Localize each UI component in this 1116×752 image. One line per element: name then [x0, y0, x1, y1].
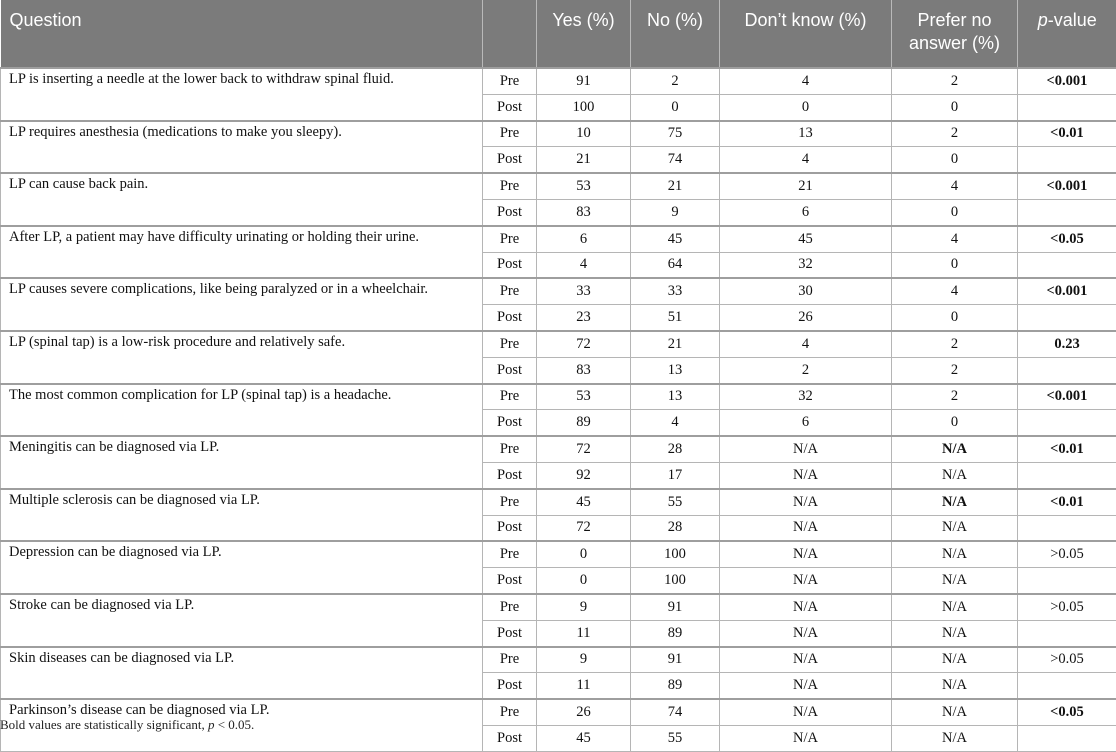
dont-know-cell: N/A [720, 568, 892, 594]
phase-cell: Post [483, 515, 537, 541]
phase-cell: Pre [483, 384, 537, 410]
yes-cell: 45 [537, 725, 631, 751]
phase-cell: Pre [483, 436, 537, 462]
no-cell: 91 [631, 647, 720, 673]
yes-cell: 83 [537, 199, 631, 225]
yes-cell: 53 [537, 384, 631, 410]
prefer-no-answer-cell: N/A [892, 647, 1018, 673]
no-cell: 74 [631, 699, 720, 725]
dont-know-cell: N/A [720, 436, 892, 462]
dont-know-cell: 32 [720, 252, 892, 278]
prefer-no-answer-cell: 0 [892, 410, 1018, 436]
p-value-cell: <0.001 [1018, 278, 1116, 304]
header-phase [483, 0, 537, 68]
phase-cell: Post [483, 620, 537, 646]
yes-cell: 26 [537, 699, 631, 725]
table-row-pre [1, 436, 1116, 462]
prefer-no-answer-cell: N/A [892, 699, 1018, 725]
phase-cell: Post [483, 199, 537, 225]
yes-cell: 89 [537, 410, 631, 436]
no-cell: 55 [631, 489, 720, 515]
p-value-cell [1018, 94, 1116, 120]
phase-cell: Pre [483, 541, 537, 567]
yes-cell: 9 [537, 647, 631, 673]
p-value-cell [1018, 620, 1116, 646]
dont-know-cell: N/A [720, 647, 892, 673]
table-row-pre [1, 384, 1116, 410]
yes-cell: 72 [537, 436, 631, 462]
prefer-no-answer-cell: N/A [892, 436, 1018, 462]
prefer-no-answer-cell: 2 [892, 68, 1018, 94]
dont-know-cell: 13 [720, 121, 892, 147]
prefer-no-answer-cell: N/A [892, 515, 1018, 541]
p-value-cell: <0.05 [1018, 699, 1116, 725]
yes-cell: 4 [537, 252, 631, 278]
phase-cell: Post [483, 147, 537, 173]
phase-cell: Pre [483, 699, 537, 725]
dont-know-cell: N/A [720, 594, 892, 620]
prefer-no-answer-cell: N/A [892, 673, 1018, 699]
header-p-value [1018, 0, 1116, 68]
question-cell: Stroke can be diagnosed via LP. [1, 594, 483, 647]
yes-cell: 100 [537, 94, 631, 120]
prefer-no-answer-cell: N/A [892, 489, 1018, 515]
dont-know-cell: 26 [720, 305, 892, 331]
phase-cell: Pre [483, 489, 537, 515]
prefer-no-answer-cell: 0 [892, 199, 1018, 225]
phase-cell: Pre [483, 173, 537, 199]
question-cell: Meningitis can be diagnosed via LP. [1, 436, 483, 489]
dont-know-cell: 21 [720, 173, 892, 199]
header-prefer-no-answer [892, 0, 1018, 68]
dont-know-cell: 4 [720, 147, 892, 173]
dont-know-cell: 4 [720, 68, 892, 94]
footnote-text: Bold values are statistically significant, [0, 717, 208, 732]
prefer-no-answer-cell: N/A [892, 594, 1018, 620]
p-value-cell [1018, 673, 1116, 699]
p-value-cell: <0.01 [1018, 436, 1116, 462]
header-p-rest: -value [1048, 10, 1097, 30]
yes-cell: 6 [537, 226, 631, 252]
p-value-cell: <0.05 [1018, 226, 1116, 252]
phase-cell: Post [483, 94, 537, 120]
phase-cell: Post [483, 568, 537, 594]
p-value-cell [1018, 462, 1116, 488]
header-dont-know: Don’t know (%) [720, 0, 892, 68]
phase-cell: Post [483, 410, 537, 436]
prefer-no-answer-cell: 0 [892, 147, 1018, 173]
dont-know-cell: 30 [720, 278, 892, 304]
prefer-no-answer-cell: 2 [892, 121, 1018, 147]
no-cell: 55 [631, 725, 720, 751]
question-cell: LP can cause back pain. [1, 173, 483, 226]
p-value-cell: 0.23 [1018, 331, 1116, 357]
p-value-cell [1018, 305, 1116, 331]
no-cell: 33 [631, 278, 720, 304]
dont-know-cell: 45 [720, 226, 892, 252]
prefer-no-answer-cell: N/A [892, 462, 1018, 488]
question-cell: Multiple sclerosis can be diagnosed via LP. [1, 489, 483, 542]
phase-cell: Post [483, 673, 537, 699]
dont-know-cell: 2 [720, 357, 892, 383]
phase-cell: Post [483, 357, 537, 383]
prefer-no-answer-cell: 0 [892, 252, 1018, 278]
phase-cell: Post [483, 305, 537, 331]
yes-cell: 72 [537, 515, 631, 541]
prefer-no-answer-cell: 4 [892, 226, 1018, 252]
p-value-cell [1018, 568, 1116, 594]
yes-cell: 33 [537, 278, 631, 304]
footnote [0, 717, 254, 733]
no-cell: 9 [631, 199, 720, 225]
prefer-no-answer-cell: N/A [892, 568, 1018, 594]
no-cell: 89 [631, 673, 720, 699]
no-cell: 89 [631, 620, 720, 646]
no-cell: 51 [631, 305, 720, 331]
dont-know-cell: 0 [720, 94, 892, 120]
yes-cell: 91 [537, 68, 631, 94]
no-cell: 28 [631, 436, 720, 462]
dont-know-cell: N/A [720, 515, 892, 541]
prefer-no-answer-cell: 2 [892, 331, 1018, 357]
phase-cell: Pre [483, 226, 537, 252]
header-prefer-line1: Prefer no [917, 10, 991, 30]
p-value-cell: <0.001 [1018, 384, 1116, 410]
table-row-pre [1, 68, 1116, 94]
prefer-no-answer-cell: 4 [892, 173, 1018, 199]
p-value-cell [1018, 410, 1116, 436]
p-value-cell: >0.05 [1018, 594, 1116, 620]
question-cell: Depression can be diagnosed via LP. [1, 541, 483, 594]
footnote-p-italic: p [208, 717, 215, 732]
no-cell: 100 [631, 568, 720, 594]
dont-know-cell: N/A [720, 620, 892, 646]
phase-cell: Post [483, 252, 537, 278]
prefer-no-answer-cell: 0 [892, 305, 1018, 331]
table-row-pre [1, 594, 1116, 620]
no-cell: 74 [631, 147, 720, 173]
no-cell: 21 [631, 331, 720, 357]
prefer-no-answer-cell: N/A [892, 725, 1018, 751]
no-cell: 13 [631, 384, 720, 410]
yes-cell: 10 [537, 121, 631, 147]
p-value-cell [1018, 147, 1116, 173]
yes-cell: 72 [537, 331, 631, 357]
p-value-cell: <0.001 [1018, 68, 1116, 94]
header-yes: Yes (%) [537, 0, 631, 68]
table-row-pre [1, 278, 1116, 304]
phase-cell: Pre [483, 331, 537, 357]
question-cell: Parkinson’s disease can be diagnosed via LP. [1, 699, 483, 751]
question-cell: LP is inserting a needle at the lower back to withdraw spinal fluid. [1, 68, 483, 121]
table-row-pre [1, 226, 1116, 252]
phase-cell: Pre [483, 647, 537, 673]
p-value-cell [1018, 725, 1116, 751]
no-cell: 45 [631, 226, 720, 252]
prefer-no-answer-cell: N/A [892, 620, 1018, 646]
dont-know-cell: N/A [720, 489, 892, 515]
yes-cell: 83 [537, 357, 631, 383]
question-cell: Skin diseases can be diagnosed via LP. [1, 647, 483, 700]
dont-know-cell: 6 [720, 199, 892, 225]
p-value-cell: <0.001 [1018, 173, 1116, 199]
no-cell: 28 [631, 515, 720, 541]
dont-know-cell: N/A [720, 725, 892, 751]
header-prefer-line2: answer (%) [909, 33, 1000, 53]
phase-cell: Pre [483, 68, 537, 94]
yes-cell: 11 [537, 673, 631, 699]
p-value-cell [1018, 357, 1116, 383]
no-cell: 21 [631, 173, 720, 199]
question-cell: The most common complication for LP (spinal tap) is a headache. [1, 384, 483, 437]
dont-know-cell: N/A [720, 541, 892, 567]
yes-cell: 23 [537, 305, 631, 331]
prefer-no-answer-cell: N/A [892, 541, 1018, 567]
yes-cell: 45 [537, 489, 631, 515]
no-cell: 2 [631, 68, 720, 94]
phase-cell: Post [483, 462, 537, 488]
p-value-cell [1018, 252, 1116, 278]
table-row-pre [1, 541, 1116, 567]
header-p-italic: p [1038, 10, 1048, 30]
header-no: No (%) [631, 0, 720, 68]
table-row-pre [1, 489, 1116, 515]
question-cell: LP requires anesthesia (medications to make you sleepy). [1, 121, 483, 174]
p-value-cell: <0.01 [1018, 121, 1116, 147]
yes-cell: 92 [537, 462, 631, 488]
p-value-cell [1018, 199, 1116, 225]
prefer-no-answer-cell: 0 [892, 94, 1018, 120]
no-cell: 17 [631, 462, 720, 488]
dont-know-cell: 4 [720, 331, 892, 357]
dont-know-cell: 6 [720, 410, 892, 436]
dont-know-cell: N/A [720, 673, 892, 699]
no-cell: 0 [631, 94, 720, 120]
yes-cell: 0 [537, 541, 631, 567]
table-row-pre [1, 121, 1116, 147]
yes-cell: 53 [537, 173, 631, 199]
prefer-no-answer-cell: 4 [892, 278, 1018, 304]
question-cell: LP (spinal tap) is a low-risk procedure and relatively safe. [1, 331, 483, 384]
yes-cell: 11 [537, 620, 631, 646]
question-cell: LP causes severe complications, like being paralyzed or in a wheelchair. [1, 278, 483, 331]
dont-know-cell: N/A [720, 462, 892, 488]
no-cell: 91 [631, 594, 720, 620]
dont-know-cell: 32 [720, 384, 892, 410]
table-row-pre [1, 331, 1116, 357]
p-value-cell: >0.05 [1018, 647, 1116, 673]
prefer-no-answer-cell: 2 [892, 384, 1018, 410]
phase-cell: Pre [483, 594, 537, 620]
no-cell: 64 [631, 252, 720, 278]
phase-cell: Pre [483, 278, 537, 304]
header-row [1, 0, 1116, 68]
p-value-cell: >0.05 [1018, 541, 1116, 567]
yes-cell: 0 [537, 568, 631, 594]
no-cell: 75 [631, 121, 720, 147]
prefer-no-answer-cell: 2 [892, 357, 1018, 383]
phase-cell: Post [483, 725, 537, 751]
no-cell: 100 [631, 541, 720, 567]
yes-cell: 9 [537, 594, 631, 620]
dont-know-cell: N/A [720, 699, 892, 725]
table-row-pre [1, 173, 1116, 199]
p-value-cell [1018, 515, 1116, 541]
question-cell: After LP, a patient may have difficulty urinating or holding their urine. [1, 226, 483, 279]
table-body [1, 68, 1116, 751]
footnote-threshold: < 0.05. [214, 717, 254, 732]
yes-cell: 21 [537, 147, 631, 173]
header-question: Question [1, 0, 483, 68]
table-row-pre [1, 647, 1116, 673]
no-cell: 13 [631, 357, 720, 383]
p-value-cell: <0.01 [1018, 489, 1116, 515]
phase-cell: Pre [483, 121, 537, 147]
no-cell: 4 [631, 410, 720, 436]
